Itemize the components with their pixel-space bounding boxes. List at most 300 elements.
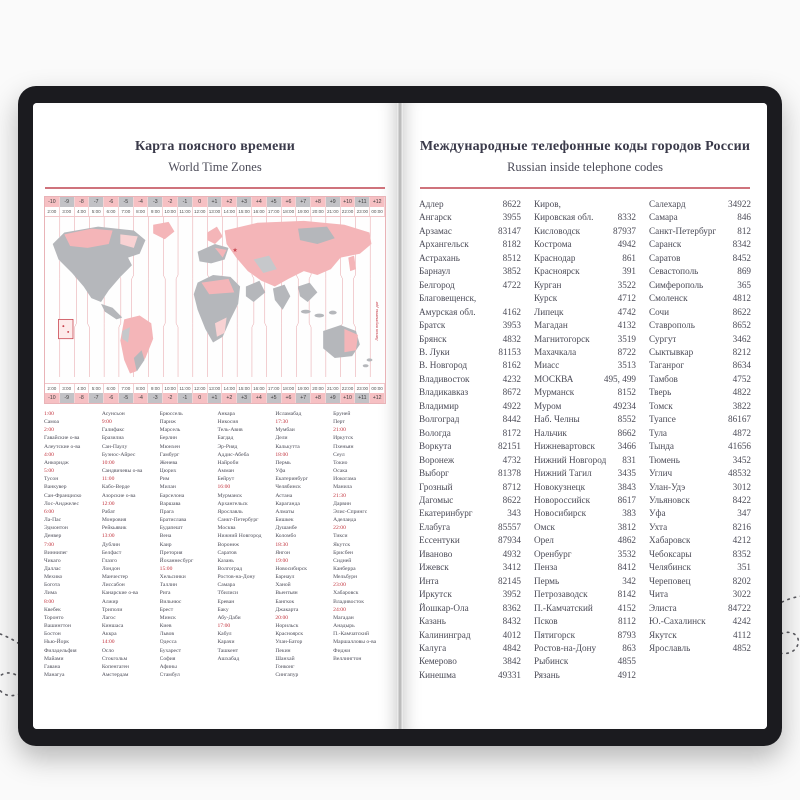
phone-row	[419, 602, 521, 615]
phone-row	[649, 306, 751, 319]
tz-city: Амман	[217, 468, 235, 475]
time-cell: 23:00	[355, 207, 370, 216]
tz-city: Азорские о-ва	[101, 492, 136, 499]
time-cell: 22:00	[341, 207, 356, 216]
phone-city: Оренбург	[534, 548, 572, 559]
phone-code: 83147	[498, 225, 521, 236]
phone-row	[534, 669, 636, 682]
tz-city: Каир	[159, 541, 172, 548]
tz-city: Стамбул	[159, 672, 180, 678]
zone-cell: -7	[89, 197, 104, 207]
phone-row	[419, 481, 521, 494]
zone-cell: -6	[104, 197, 119, 207]
phone-city: Пятигорск	[534, 629, 576, 640]
tz-city: Вена	[159, 533, 172, 540]
tz-city: Владивосток	[333, 598, 364, 605]
tz-city: Анкоридж	[44, 459, 69, 466]
tz-city: Барселона	[159, 492, 185, 499]
phone-city: Челябинск	[649, 562, 691, 573]
tz-city: Алматы	[275, 508, 295, 515]
phone-city: Магадан	[534, 320, 568, 331]
phone-code: 4732	[502, 454, 521, 465]
phone-code: 4242	[732, 616, 751, 627]
phone-city: Тында	[649, 441, 674, 452]
phone-city: Ярославль	[649, 642, 691, 653]
phone-code: 3842	[502, 656, 521, 667]
tz-city: Бейрут	[217, 476, 235, 483]
tz-city: Сан-Паулу	[101, 443, 128, 450]
time-cell: 2:00	[45, 384, 60, 393]
phone-city: Углич	[649, 468, 673, 479]
phone-row	[419, 588, 521, 601]
tz-city: Одесса	[159, 639, 177, 646]
time-cell: 5:00	[89, 207, 104, 216]
time-cell: 8:00	[134, 384, 149, 393]
phone-city: Йошкар-Ола	[419, 602, 469, 613]
phone-code: 8112	[617, 616, 636, 627]
tz-city: Денвер	[44, 533, 62, 540]
phone-row	[534, 454, 636, 467]
tz-city: Нью-Йорк	[44, 639, 69, 646]
region-india	[273, 285, 290, 310]
phone-city: Ростов-на-Дону	[534, 642, 597, 653]
tz-time-label: 7:00	[44, 541, 54, 548]
phone-code: 8622	[732, 306, 751, 317]
time-cell: 3:00	[60, 384, 75, 393]
zone-cell: +1	[208, 393, 223, 403]
time-cell: 13:00	[208, 384, 223, 393]
phone-column	[534, 198, 636, 682]
time-cell: 8:00	[134, 207, 149, 216]
phone-row	[649, 454, 751, 467]
tz-city: Аккра	[101, 631, 117, 638]
tz-city: Париж	[159, 419, 176, 426]
phone-city: Якутск	[649, 629, 677, 640]
phone-row	[534, 615, 636, 628]
zone-cell: +3	[237, 393, 252, 403]
phone-code: 87934	[498, 535, 521, 546]
time-cell: 21:00	[326, 384, 341, 393]
world-time-zones-map	[44, 196, 386, 404]
phone-column	[649, 198, 751, 682]
phone-city: Воркута	[419, 441, 452, 452]
tz-city: Перт	[333, 419, 345, 426]
time-cell: 4:00	[75, 207, 90, 216]
phone-city: Воронеж	[419, 454, 455, 465]
tz-time-label: 21:30	[333, 492, 346, 499]
phone-code: 81378	[498, 468, 521, 479]
phone-row	[419, 615, 521, 628]
phone-city: Нижневартовск	[534, 441, 595, 452]
tz-column	[102, 410, 155, 679]
time-cell: 6:00	[104, 384, 119, 393]
phone-code: 4132	[617, 320, 636, 331]
phone-code: 4932	[502, 548, 521, 559]
left-page-title-ru: Карта поясного времени	[134, 139, 296, 154]
left-page-content	[33, 103, 397, 729]
phone-row	[419, 400, 521, 413]
phone-code: 8332	[617, 212, 636, 223]
tz-city: Глазго	[101, 557, 118, 564]
tz-city: Асунсьон	[101, 411, 125, 417]
zone-cell: +6	[282, 393, 297, 403]
region-se-asia	[298, 283, 317, 302]
time-cell: 9:00	[148, 207, 163, 216]
phone-code: 4232	[502, 373, 521, 384]
tz-city: Амстердам	[101, 672, 129, 678]
tz-time-label: 13:00	[101, 533, 115, 540]
tz-city: Чикаго	[44, 557, 61, 564]
tz-city: Астана	[275, 492, 293, 499]
zone-cell: +7	[296, 393, 311, 403]
tz-city: Сеул	[333, 451, 345, 458]
phone-code: 49234	[613, 400, 636, 411]
tz-city: Лондон	[101, 565, 120, 572]
tz-city: Мехико	[44, 574, 63, 581]
tz-city: Шанхай	[275, 655, 295, 662]
phone-row	[534, 225, 636, 238]
tz-city: Сингапур	[275, 672, 299, 678]
phone-code: 4862	[617, 535, 636, 546]
phone-code: 383	[622, 508, 636, 519]
time-cell: 20:00	[311, 207, 326, 216]
phone-code: 391	[622, 266, 636, 277]
tz-city: Калькутта	[275, 443, 300, 450]
phone-row	[534, 400, 636, 413]
phone-row	[534, 211, 636, 224]
zone-cell: +7	[296, 197, 311, 207]
right-page-content	[403, 103, 767, 729]
tz-time-label: 15:00	[159, 565, 173, 572]
phone-code: 4942	[617, 239, 636, 250]
phone-row	[419, 440, 521, 453]
tz-city: Норильск	[275, 623, 299, 630]
tz-city: Лима	[44, 590, 57, 597]
region-arabia	[246, 281, 265, 302]
tz-time-label: 12:00	[101, 500, 115, 507]
phone-code: 8552	[617, 414, 636, 425]
phone-code: 4822	[732, 387, 751, 398]
tz-city: Магадан	[333, 614, 354, 621]
tz-city: Найроби	[217, 459, 239, 466]
time-cell: 17:00	[267, 207, 282, 216]
tz-city: Самоа	[44, 419, 60, 426]
timezone-ruler-bottom-zones	[45, 393, 385, 403]
phone-row	[649, 252, 751, 265]
phone-code: 343	[507, 508, 521, 519]
phone-row	[534, 521, 636, 534]
tz-city: Маршалловы о-ва	[333, 639, 377, 646]
tz-city: Пхеньян	[333, 443, 354, 450]
time-cell: 2:00	[45, 207, 60, 216]
tz-city: Львов	[159, 631, 175, 638]
phone-code: 8432	[502, 616, 521, 627]
zone-cell: -10	[45, 393, 60, 403]
phone-code: 82145	[498, 575, 521, 586]
phone-code: 8162	[502, 360, 521, 371]
time-cell: 13:00	[208, 207, 223, 216]
phone-row	[649, 642, 751, 655]
phone-code: 351	[737, 562, 751, 573]
tz-city: Архангельск	[217, 500, 248, 507]
phone-city: Вологда	[419, 427, 451, 438]
phone-row	[419, 265, 521, 278]
time-cell: 15:00	[237, 384, 252, 393]
phone-row	[534, 467, 636, 480]
zone-cell: +4	[252, 393, 267, 403]
tz-city: Алжир	[101, 598, 119, 605]
phone-city: Миасс	[534, 360, 560, 371]
zone-cell: +8	[311, 197, 326, 207]
phone-city: Наб. Челны	[534, 414, 580, 425]
tz-city: Канарские о-ва	[101, 590, 139, 597]
tz-city: Рейкьявик	[101, 525, 127, 532]
phone-row	[649, 534, 751, 547]
phone-city: Омск	[534, 521, 555, 532]
tz-city: Ростов-на-Дону	[217, 574, 256, 581]
tz-city: Милан	[159, 484, 176, 491]
phone-code: 4742	[617, 306, 636, 317]
phone-row	[534, 198, 636, 211]
phone-row	[419, 346, 521, 359]
phone-row	[419, 386, 521, 399]
phone-code: 365	[737, 279, 751, 290]
zone-cell: -8	[75, 393, 90, 403]
phone-code: 3519	[617, 333, 636, 344]
phone-city: Кемерово	[419, 656, 457, 667]
tz-city: Осло	[101, 647, 114, 654]
tz-time-label: 2:00	[44, 427, 54, 434]
phone-row	[649, 292, 751, 305]
time-cell: 12:00	[193, 384, 208, 393]
tz-city: Гамбург	[159, 451, 180, 458]
tz-city: Минск	[159, 614, 176, 621]
tz-city: Ла-Пас	[44, 517, 62, 524]
tz-city: Галифакс	[101, 427, 125, 434]
phone-row	[419, 292, 521, 305]
tz-time-label: 20:00	[275, 614, 289, 621]
phone-code: 8342	[732, 239, 751, 250]
tz-time-label: 18:30	[275, 541, 289, 548]
continent-asia-russia	[225, 221, 372, 287]
time-cell: 16:00	[252, 207, 267, 216]
tz-time-label: 17:00	[217, 623, 231, 630]
phone-row	[649, 521, 751, 534]
phone-city: Владимир	[419, 400, 459, 411]
phone-row	[419, 413, 521, 426]
tz-column	[275, 410, 328, 679]
right-page	[403, 103, 767, 729]
phone-city: Дагомыс	[419, 494, 454, 505]
phone-city: Тамбов	[649, 373, 678, 384]
phone-city: Ставрополь	[649, 320, 695, 331]
phone-city: Ижевск	[419, 562, 449, 573]
phone-row	[534, 265, 636, 278]
tz-city: Эдмонтон	[44, 525, 68, 532]
phone-row	[649, 386, 751, 399]
phone-row	[649, 400, 751, 413]
tz-time-label: 23:00	[333, 582, 346, 589]
phone-city: Курган	[534, 279, 562, 290]
phone-code: 8412	[617, 562, 636, 573]
phone-city: Нижний Новгород	[534, 454, 607, 465]
right-page-title-en: Russian inside telephone codes	[507, 160, 663, 174]
phone-code: 3012	[732, 481, 751, 492]
tz-city: Ханой	[275, 582, 291, 589]
tz-city: Хабаровск	[333, 590, 359, 597]
zone-cell: +2	[222, 197, 237, 207]
tz-city: Екатеринбург	[275, 476, 308, 483]
tz-time-label: 17:30	[275, 419, 289, 426]
phone-code: 869	[737, 266, 751, 277]
phone-row	[419, 548, 521, 561]
tz-city: Улан-Батор	[275, 639, 303, 646]
phone-code: 49331	[498, 669, 521, 680]
phone-city: Калининград	[419, 629, 471, 640]
phone-row	[649, 440, 751, 453]
phone-row	[419, 306, 521, 319]
phone-code: 3022	[732, 589, 751, 600]
phone-row	[534, 346, 636, 359]
phone-row	[649, 211, 751, 224]
tz-time-label: 1:00	[44, 411, 54, 417]
tz-city: Вьентьян	[275, 590, 298, 597]
phone-row	[419, 427, 521, 440]
phone-row	[649, 561, 751, 574]
phone-code: 4855	[617, 656, 636, 667]
phone-city: Инта	[419, 575, 439, 586]
phone-city: Ухта	[649, 521, 668, 532]
tz-city: Ашхабад	[217, 655, 240, 662]
phone-row	[534, 359, 636, 372]
zone-cell: +9	[326, 393, 341, 403]
phone-city: Новороссийск	[534, 494, 591, 505]
tz-city: Цюрих	[159, 468, 177, 475]
time-cell: 18:00	[282, 207, 297, 216]
phone-row	[649, 265, 751, 278]
tz-city: Йоханнесбург	[159, 557, 194, 564]
tz-city: Киев	[159, 623, 172, 630]
tz-city: Кабо-Верде	[101, 484, 130, 491]
phone-row	[649, 481, 751, 494]
phone-row	[534, 413, 636, 426]
tz-column	[333, 410, 386, 679]
phone-city: Кинешма	[419, 669, 456, 680]
tz-city: Монровия	[101, 517, 127, 524]
tz-city: Даллас	[44, 565, 61, 572]
time-cell: 4:00	[75, 384, 90, 393]
phone-city: Ангарск	[419, 212, 452, 223]
phone-city: Владивосток	[419, 373, 470, 384]
phone-city: В. Луки	[419, 346, 450, 357]
zone-cell: +11	[355, 393, 370, 403]
phone-row	[534, 588, 636, 601]
phone-city: МОСКВА	[534, 373, 574, 384]
tz-city: Женева	[159, 459, 178, 466]
phone-city: Арзамас	[419, 225, 452, 236]
region-japan	[348, 256, 356, 271]
phone-code: 8352	[732, 548, 751, 559]
tz-city: Ванкувер	[44, 484, 67, 491]
time-cell: 11:00	[178, 207, 193, 216]
zone-cell: +10	[341, 393, 356, 403]
phone-city: Саранск	[649, 239, 682, 250]
phone-city: Улан-Удэ	[649, 481, 686, 492]
phone-code: 4712	[617, 293, 636, 304]
tz-city: Квебек	[44, 606, 61, 613]
time-cell: 10:00	[163, 207, 178, 216]
tz-city: Осака	[333, 468, 348, 475]
zone-cell: +11	[355, 197, 370, 207]
tz-city: Челябинск	[275, 484, 301, 491]
tz-city: Сидней	[333, 557, 352, 564]
phone-code: 8662	[617, 427, 636, 438]
zone-cell: -8	[75, 197, 90, 207]
phone-city: Липецк	[534, 306, 564, 317]
tz-time-label: 9:00	[101, 419, 112, 426]
phone-row	[419, 467, 521, 480]
tz-city: Мурманск	[217, 492, 243, 499]
phone-city: Уфа	[649, 508, 666, 519]
time-cell: 20:00	[311, 384, 326, 393]
phone-row	[649, 225, 751, 238]
tz-city: Тбилиси	[217, 590, 239, 597]
phone-code: 8722	[617, 346, 636, 357]
phone-row	[534, 306, 636, 319]
phone-code: 8452	[732, 252, 751, 263]
time-cell: 18:00	[282, 384, 297, 393]
phone-city: Петрозаводск	[534, 589, 588, 600]
tz-city: Тель-Авив	[217, 427, 243, 434]
map-inset-dot-2	[67, 331, 69, 333]
phone-row	[419, 211, 521, 224]
zone-cell: +8	[311, 393, 326, 403]
tz-city: Караганда	[275, 500, 300, 507]
phone-code: 3955	[502, 212, 521, 223]
phone-row	[419, 534, 521, 547]
time-cell: 12:00	[193, 207, 208, 216]
phone-city: Туапсе	[649, 414, 676, 425]
phone-code: 8142	[617, 589, 636, 600]
phone-city: Санкт-Петербург	[649, 225, 717, 236]
tz-city: Анкара	[217, 411, 235, 417]
phone-row	[419, 319, 521, 332]
tz-time-label: 24:00	[333, 606, 346, 613]
phone-row	[649, 238, 751, 251]
phone-code: 8422	[732, 494, 751, 505]
phone-city: Тула	[649, 427, 668, 438]
zone-cell: -10	[45, 197, 60, 207]
phone-city: Симферополь	[649, 279, 704, 290]
time-cell: 14:00	[222, 384, 237, 393]
tz-city: Пекин	[275, 647, 291, 654]
phone-city: Брянск	[419, 333, 447, 344]
tz-city: Манчестер	[101, 574, 128, 581]
phone-code: 4752	[732, 373, 751, 384]
phone-city: Мурманск	[534, 387, 575, 398]
tz-city: Манагуа	[44, 672, 65, 678]
zone-cell: +12	[370, 393, 385, 403]
phone-codes-table	[419, 198, 751, 682]
tz-city: Мельбурн	[333, 574, 358, 581]
phone-row	[649, 588, 751, 601]
phone-row	[534, 602, 636, 615]
phone-code: 4152	[617, 602, 636, 613]
tz-city: Санкт-Петербург	[217, 517, 259, 524]
phone-row	[649, 279, 751, 292]
phone-code: 4852	[732, 642, 751, 653]
tz-city: Баку	[217, 606, 229, 613]
